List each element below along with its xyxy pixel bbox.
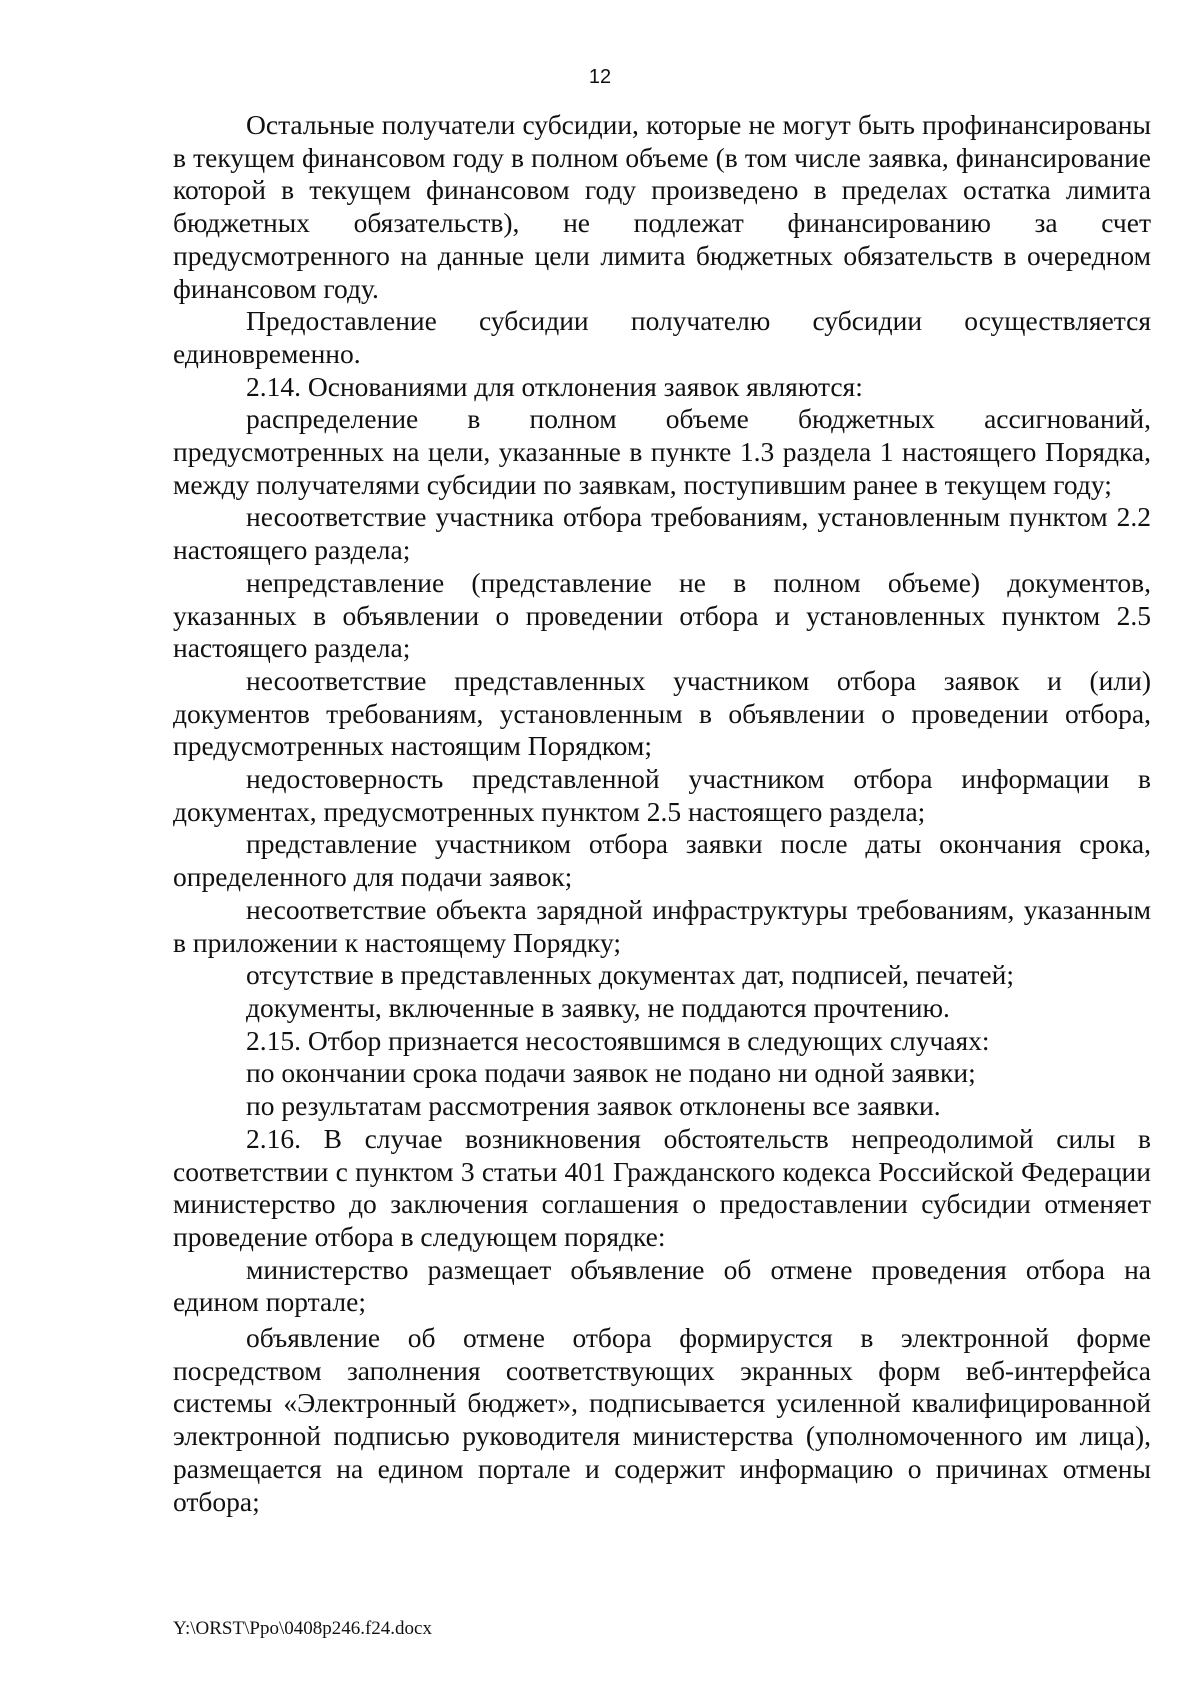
paragraph: несоответствие участника отбора требованиям, установленным пунктом 2.2 настоящего раздела; (173, 501, 1151, 566)
paragraph: несоответствие объекта зарядной инфраструктуры требованиям, указанным в приложении к настоящему Порядку; (173, 893, 1151, 958)
page-number: 12 (588, 66, 612, 88)
paragraph: по результатам рассмотрения заявок отклонены все заявки. (246, 1090, 941, 1122)
paragraph: недостоверность представленной участником отбора информации в документах, предусмотренных пунктом 2.5 настоящего раздела; (173, 763, 1151, 827)
paragraph: 2.14. Основаниями для отклонения заявок являются: (246, 370, 863, 402)
paragraph: несоответствие представленных участником отбора заявок и (или) документов требованиям, установленным в объявлении о проведении отбора, предусмотренных настоящим Порядком; (173, 664, 1151, 762)
paragraph: непредставление (представление не в полном объеме) документов, указанных в объявлении о проведении отбора и установленных пунктом 2.5 настоящего раздела; (173, 566, 1151, 664)
paragraph: документы, включенные в заявку, не поддаются прочтению. (246, 991, 950, 1023)
paragraph: распределение в полном объеме бюджетных ассигнований, предусмотренных на цели, указанные в пункте 1.3 раздела 1 настоящего Порядка, между получателями субсидии по заявкам, поступившим ранее в текущем году; (173, 403, 1151, 500)
paragraph: 2.15. Отбор признается несостоявшимся в следующих случаях: (246, 1024, 990, 1056)
paragraph: 2.16. В случае возникновения обстоятельств непреодолимой силы в соответствии с пунктом 3 статьи 401 Гражданского кодекса Российской Федерации министерство до заключения соглашения о предоставлении субсидии отменяет проведение отбора в следующем порядке: (173, 1122, 1151, 1252)
file-path-footer: Y:\ORST\Ppo\0408p246.f24.docx (173, 1618, 432, 1639)
paragraph: Предоставление субсидии получателю субсидии осуществляется единовременно. (173, 305, 1151, 369)
paragraph: объявление об отмене отбора формирустся в электронной форме посредством заполнения соответствующих экранных форм веб-интерфейса системы «Электронный бюджет», подписывается усиленной квалифицированной электронной подписью руководителя министерства (уполномоченного им лица), размещается на едином портале и содержит информацию о причинах отмены отбора; (173, 1322, 1151, 1517)
document-body (173, 109, 1151, 1518)
paragraph: представление участником отбора заявки после даты окончания срока, определенного для подачи заявок; (173, 828, 1151, 893)
paragraph: по окончании срока подачи заявок не подано ни одной заявки; (246, 1057, 976, 1089)
paragraph: Остальные получатели субсидии, которые не могут быть профинансированы в текущем финансовом году в полном объеме (в том числе заявка, финансирование которой в текущем финансовом году произведено в пределах остатка лимита бюджетных обязательств), не подлежат финансированию за счет предусмотренного на данные цели лимита бюджетных обязательств в очередном финансовом году. (173, 109, 1151, 304)
paragraph: отсутствие в представленных документах дат, подписей, печатей; (246, 959, 1014, 991)
paragraph: министерство размещает объявление об отмене проведения отбора на едином портале; (173, 1253, 1151, 1318)
